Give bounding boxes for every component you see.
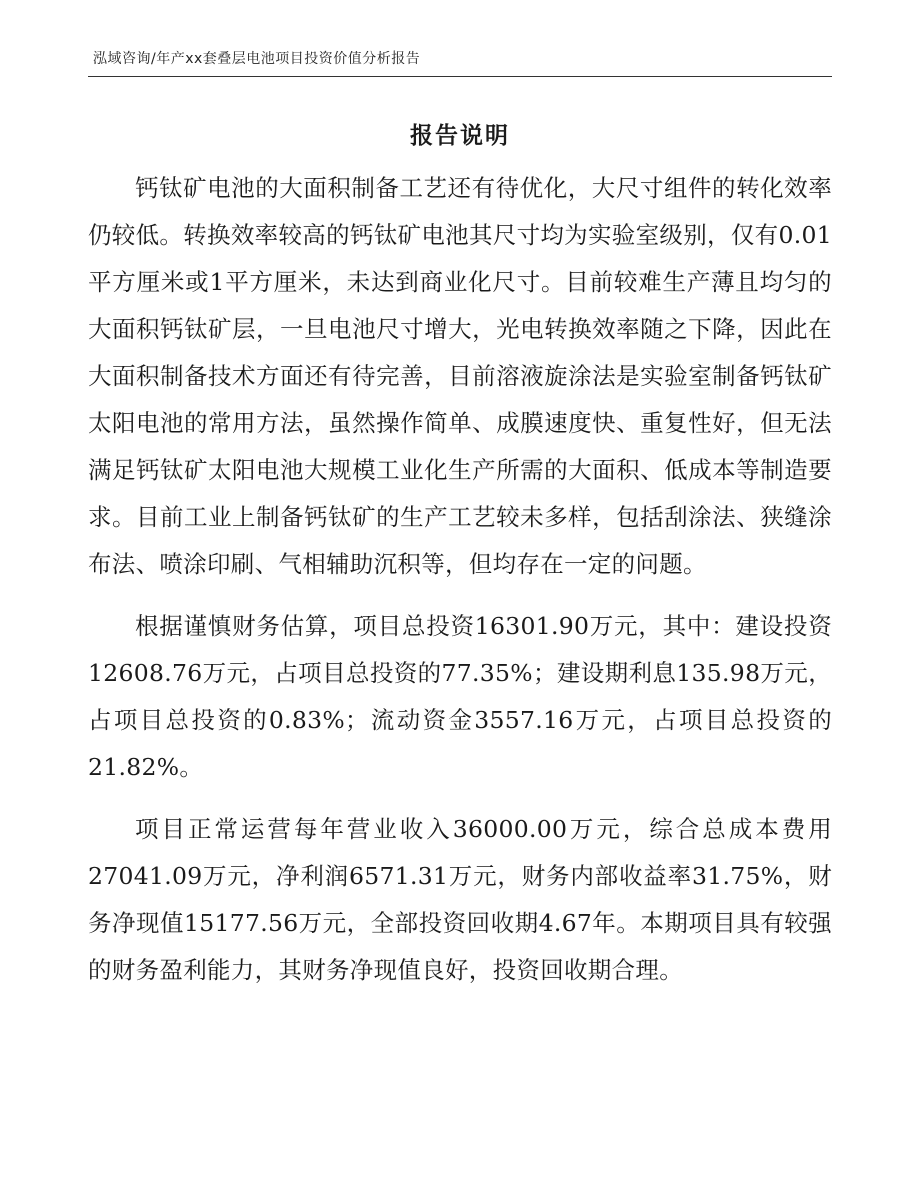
header-divider (88, 76, 832, 77)
paragraph-investment: 根据谨慎财务估算，项目总投资16301.90万元，其中：建设投资12608.76万元，占项目总投资的77.35%；建设期利息135.98万元，占项目总投资的0.83%；流动资金3557.16万元，占项目总投资的21.82%。 (88, 612, 832, 781)
report-body (88, 165, 832, 994)
paragraph-returns: 项目正常运营每年营业收入36000.00万元，综合总成本费用27041.09万元，净利润6571.31万元，财务内部收益率31.75%，财务净现值15177.56万元，全部投资回收期4.67年。本期项目具有较强的财务盈利能力，其财务净现值良好，投资回收期合理。 (88, 815, 832, 984)
paragraph-technology: 钙钛矿电池的大面积制备工艺还有待优化，大尺寸组件的转化效率仍较低。转换效率较高的钙钛矿电池其尺寸均为实验室级别，仅有0.01平方厘米或1平方厘米，未达到商业化尺寸。目前较难生产薄且均匀的大面积钙钛矿层，一旦电池尺寸增大，光电转换效率随之下降，因此在大面积制备技术方面还有待完善，目前溶液旋涂法是实验室制备钙钛矿太阳电池的常用方法，虽然操作简单、成膜速度快、重复性好，但无法满足钙钛矿太阳电池大规模工业化生产所需的大面积、低成本等制造要求。目前工业上制备钙钛矿的生产工艺较未多样，包括刮涂法、狭缝涂布法、喷涂印刷、气相辅助沉积等，但均存在一定的问题。 (88, 174, 832, 578)
running-header: 泓域咨询/年产xx套叠层电池项目投资价值分析报告 (93, 51, 421, 67)
page-title: 报告说明 (410, 123, 510, 149)
